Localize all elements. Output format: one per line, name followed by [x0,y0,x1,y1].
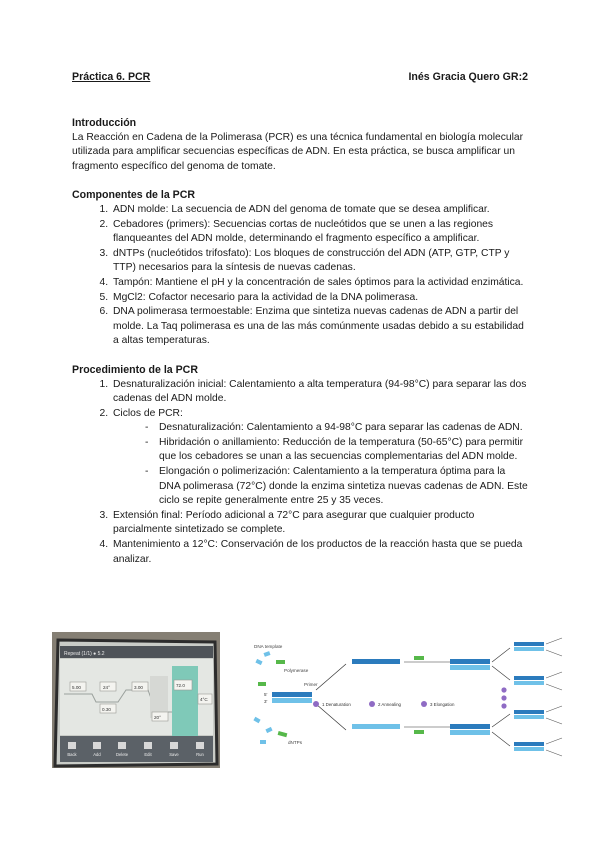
thermocycler-photo [52,632,220,768]
cycle-substeps [113,421,528,509]
author-name: Inés Gracia Quero GR:2 [408,71,528,83]
document-body [72,116,528,581]
screen-button-label: Edit [144,752,152,757]
screen-button-label: Add [93,752,101,757]
five-prime-label: 5' [264,692,268,697]
cell-value: 3.00 [134,685,143,690]
step-badge [313,701,319,707]
step-label: 3 Elongation [430,702,455,707]
back-icon [68,742,76,749]
pcr-diagram [248,632,566,764]
list-item: 3. Extensión final: Período adicional a 72°C para asegurar que cualquier producto parcialmente sintetizado se complete. [111,509,528,538]
run-icon [196,742,204,749]
add-icon [93,742,101,749]
cell-value: 4°C [200,697,208,702]
list-item: - Desnaturalización: Calentamiento a 94-98°C para separar las cadenas de ADN. [145,421,528,436]
step-label: 2 Annealing [378,702,401,707]
intro-paragraph: La Reacción en Cadena de la Polimerasa (PCR) es una técnica fundamental en biología molecular utilizada para amplificar secuencias específicas de ADN. En esta práctica, se busca amplificar un fragmento específico del genoma de tomate. [72,131,524,172]
cell-value: 72.0 [176,683,185,688]
cell-value: 0.30 [102,707,111,712]
list-item: 2. Cebadores (primers): Secuencias cortas de nucleótidos que se unen a las regiones flanqueantes del ADN molde, determinando el fragmento específico a amplificar. [111,218,528,247]
cycles-label: Ciclos de PCR: [113,407,183,419]
label-primer: Primer [304,682,318,687]
procedure-list [72,378,528,568]
components-heading: Componentes de la PCR [72,189,196,202]
list-item: 5. MgCl2: Cofactor necesario para la actividad de la DNA polimerasa. [111,291,528,306]
procedure-section [72,363,528,567]
list-item: 3. dNTPs (nucleótidos trifosfato): Los bloques de construcción del ADN (ATP, GTP, CTP y TTP) necesarios para la síntesis de nuevas cadenas. [111,247,528,276]
pcr-cycle-figure [248,632,566,764]
list-item: - Elongación o polimerización: Calentamiento a la temperatura óptima para la DNA polimerasa (72°C) donde la enzima sintetiza nuevas cadenas de ADN. Este ciclo se repite generalmente entre 25 y 35 veces. [145,465,528,509]
list-item: 6. DNA polimerasa termoestable: Enzima que sintetiza nuevas cadenas de ADN a partir del molde. La Taq polimerasa es una de las más comúnmente usadas debido a su estabilidad a altas temperaturas. [111,305,528,349]
procedure-heading: Procedimiento de la PCR [72,363,198,376]
list-item: 1. ADN molde: La secuencia de ADN del genoma de tomate que se desea amplificar. [111,203,528,218]
cell-value: 20° [154,715,161,720]
screen-button-label: Save [169,752,179,757]
edit-icon [144,742,152,749]
cell-value: 5.00 [72,685,81,690]
screen-button-label: Back [67,752,77,757]
step-badge [369,701,375,707]
document-title: Práctica 6. PCR [72,71,151,83]
page-header [72,71,528,87]
delete-icon [118,742,126,749]
label-dna-template: DNA template [254,644,283,649]
thermocycler-screen [52,632,220,768]
list-item: 4. Tampón: Mantiene el pH y la concentración de sales óptimos para la actividad enzimática. [111,276,528,291]
save-icon [170,742,178,749]
three-prime-label: 3' [264,699,268,704]
components-list [72,203,528,349]
list-item [111,407,528,509]
screen-button-label: Delete [115,752,129,757]
label-polymerase: Polymerase [284,668,309,673]
screen-button-label: Run [196,752,204,757]
label-dntp: dNTPs [288,740,303,745]
intro-section [72,116,528,174]
screen-title: Repeat (1/1) ● 5.2 [64,651,105,657]
cell-value: 24° [103,685,110,690]
list-item: 4. Mantenimiento a 12°C: Conservación de los productos de la reacción hasta que se pueda analizar. [111,538,528,567]
components-section [72,188,528,349]
list-item: 1. Desnaturalización inicial: Calentamiento a alta temperatura (94-98°C) para separar las dos cadenas del ADN molde. [111,378,528,407]
list-item: - Hibridación o anillamiento: Reducción de la temperatura (50-65°C) para permitir que los cebadores se unan a las secuencias complementarias del ADN molde. [145,436,528,465]
intro-heading: Introducción [72,117,137,129]
step-badge [421,701,427,707]
step-label: 1 Denaturation [322,702,351,707]
